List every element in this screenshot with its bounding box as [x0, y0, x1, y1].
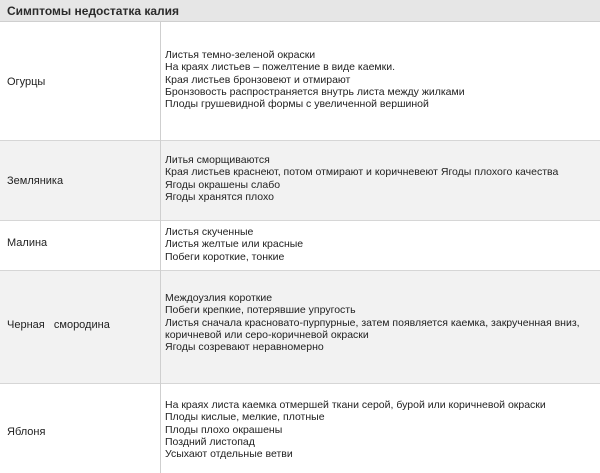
symptom-line: Края листьев краснеют, потом отмирают и коричневеют Ягоды плохого качества	[165, 166, 559, 179]
crop-label: Земляника	[7, 175, 64, 187]
symptom-line: Побеги крепкие, потерявшие упругость	[165, 304, 356, 317]
symptom-line: Края листьев бронзовеют и отмирают	[165, 73, 351, 86]
symptom-line: Поздний листопад	[165, 435, 255, 448]
row-divider	[0, 140, 600, 141]
symptom-line: Ягоды хранятся плохо	[165, 190, 274, 203]
row-divider	[0, 220, 600, 221]
row-divider	[0, 270, 600, 271]
symptom-list	[165, 226, 303, 263]
symptom-line: Плоды плохо окрашены	[165, 423, 283, 436]
symptom-line: Листья темно-зеленой окраски	[165, 49, 316, 61]
crop-label: Черная смородина	[7, 319, 110, 331]
column-divider	[160, 270, 161, 383]
symptom-line: На краях листьев – пожелтение в виде каемки.	[165, 61, 396, 74]
symptom-line: Литья сморщиваются	[165, 154, 270, 166]
symptom-line: Плоды кислые, мелкие, плотные	[165, 411, 325, 424]
symptom-list	[165, 49, 465, 110]
crop-label: Малина	[7, 237, 48, 249]
symptom-line: Листья сначала красновато-пурпурные, затем появляется каемка, закрученная вниз,	[165, 316, 580, 329]
symptom-line: Ягоды окрашены слабо	[165, 178, 281, 191]
symptom-line: Листья желтые или красные	[165, 238, 304, 251]
symptom-line: На краях листа каемка отмершей ткани серой, бурой или коричневой окраски	[165, 399, 546, 411]
symptom-line: Ягоды созревают неравномерно	[165, 341, 324, 354]
column-divider	[160, 383, 161, 473]
table-row-strawberry	[0, 140, 600, 220]
table-row-raspberry	[0, 220, 600, 270]
symptom-line: Междоузлия короткие	[165, 292, 273, 304]
table-row-cucumbers	[0, 22, 600, 140]
table-row-apple	[0, 383, 600, 473]
table-header	[0, 0, 600, 22]
table-row-blackcurrant	[0, 270, 600, 383]
column-divider	[160, 140, 161, 220]
row-divider	[0, 383, 600, 384]
symptom-line: Плоды грушевидной формы с увеличенной вершиной	[165, 98, 429, 111]
symptom-line: Усыхают отдельные ветви	[165, 448, 293, 461]
column-divider	[160, 22, 161, 140]
crop-label: Яблоня	[7, 426, 46, 438]
symptom-line: коричневой или серо-коричневой окраски	[165, 328, 369, 341]
column-divider	[160, 220, 161, 270]
symptom-line: Побеги короткие, тонкие	[165, 250, 285, 263]
symptom-list	[165, 399, 546, 460]
symptom-list	[165, 154, 558, 203]
symptom-line: Бронзовость распространяется внутрь листа между жилками	[165, 85, 465, 98]
table-title: Симптомы недостатка калия	[7, 4, 180, 18]
symptom-line: Листья скученные	[165, 226, 254, 238]
symptom-list	[165, 292, 580, 353]
crop-label: Огурцы	[7, 76, 46, 88]
